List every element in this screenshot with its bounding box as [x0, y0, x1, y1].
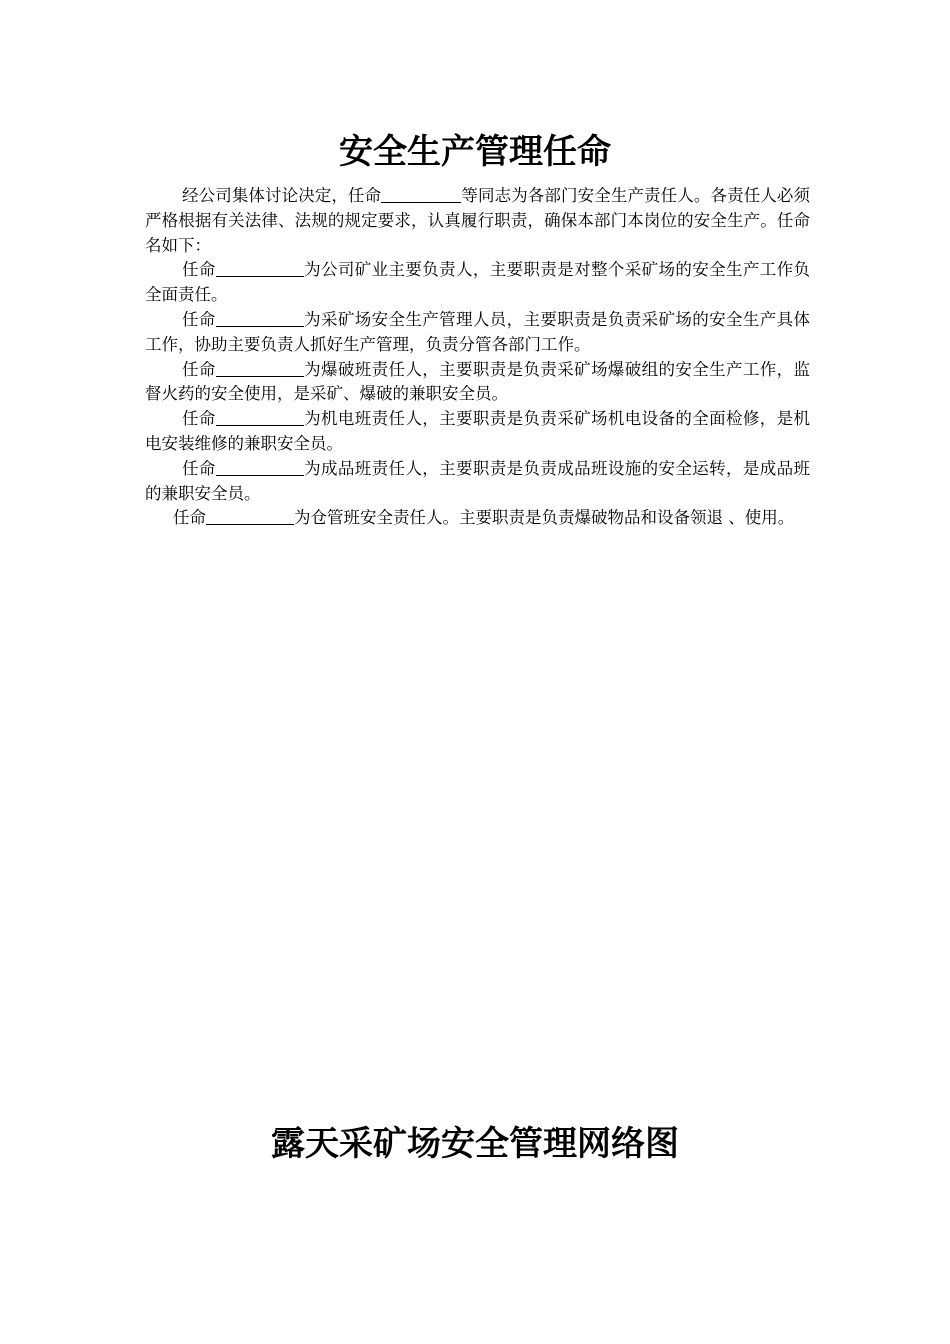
name-blank	[216, 409, 304, 426]
name-blank	[206, 508, 294, 525]
item-prefix: 任命	[182, 309, 216, 329]
appointment-item-4	[145, 407, 810, 457]
appointment-item-6	[145, 506, 825, 531]
item-text: 为公司矿业主要负责人，主要职责是对整个采矿场的安全生产工作负全面责任。	[145, 260, 810, 305]
intro-paragraph	[145, 184, 810, 258]
network-title: 露天采矿场安全管理网络图	[271, 1124, 679, 1164]
name-blank	[216, 360, 304, 377]
item-prefix: 任命	[182, 260, 216, 280]
appointment-item-1	[145, 258, 810, 308]
item-text: 为爆破班责任人，主要职责是负责采矿场爆破组的安全生产工作，监督火药的安全使用，是采矿、爆破的兼职安全员。	[145, 359, 810, 404]
item-text: 为机电班责任人，主要职责是负责采矿场机电设备的全面检修，是机电安装维修的兼职安全员。	[145, 409, 810, 453]
intro-text-start: 经公司集体讨论决定，任命	[182, 186, 382, 205]
appointment-body	[145, 184, 810, 531]
appointment-item-2	[145, 308, 810, 358]
item-prefix: 任命	[182, 409, 216, 429]
name-blank	[381, 186, 461, 203]
name-blank	[216, 260, 304, 277]
item-prefix: 任命	[173, 508, 206, 528]
item-prefix: 任命	[182, 458, 216, 478]
item-text: 为采矿场安全生产管理人员，主要职责是负责采矿场的安全生产具体工作，协助主要负责人抓好生产管理，负责分管各部门工作。	[145, 309, 810, 354]
item-prefix: 任命	[182, 359, 216, 379]
intro-text-end: 等同志为各部门安全生产责任人。各责任人必须严格根据有关法律、法规的规定要求，认真履行职责，确保本部门本岗位的安全生产。任命名如下：	[145, 186, 811, 255]
appointment-item-3	[145, 358, 810, 408]
item-text: 为成品班责任人，主要职责是负责成品班设施的安全运转，是成品班的兼职安全员。	[145, 458, 810, 503]
name-blank	[216, 310, 304, 327]
item-text: 为仓管班安全责任人。主要职责是负责爆破物品和设备领退 、使用。	[294, 508, 795, 528]
name-blank	[216, 459, 304, 476]
appointment-title: 安全生产管理任命	[339, 132, 611, 172]
appointment-item-5	[145, 457, 810, 507]
